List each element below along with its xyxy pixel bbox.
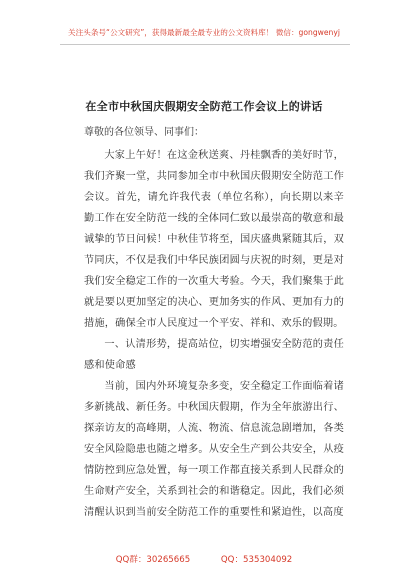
body-paragraph: 大家上午好！在这金秋送爽、丹桂飘香的美好时节，我们齐聚一堂，共同参加全市中秋国庆假期安全防范工作会议。首先，请允许我代表（单位名称），向长期以来辛勤工作在安全防范一线的全体同仁致以最崇高的敬意和最诚挚的节日问候！中秋佳节将至，国庆盛典紧随其后，双节同庆，不仅是我们中华民族团圆与庆祝的时刻，更是对我们安全稳定工作的一次重大考验。今天，我们聚集于此就是要以更加坚定的决心、更加务实的作风、更加有力的措施，确保全市人民度过一个平安、祥和、欢乐的假期。	[84, 150, 344, 329]
salutation: 尊敬的各位领导、同事们：	[84, 127, 204, 138]
section-heading: 一、认清形势，提高站位，切实增强安全防范的责任感和使命感	[84, 339, 344, 371]
document-title: 在全市中秋国庆假期安全防范工作会议上的讲话	[85, 100, 323, 113]
header-divider	[60, 44, 350, 45]
document-body	[84, 145, 344, 523]
footer-qq: QQ：535304092	[220, 555, 293, 565]
footer-qq-group: QQ群：30265665	[115, 555, 191, 565]
footer-contact	[0, 553, 408, 565]
body-paragraph: 当前，国内外环境复杂多变，安全稳定工作面临着诸多新挑战、新任务。中秋国庆假期，作为全年旅游出行、探亲访友的高峰期，人流、物流、信息流急剧增加，各类安全风险隐患也随之增多。从安全生产到公共安全，从疫情防控到应急处置，每一项工作都直接关系到人民群众的生命财产安全，关系到社会的和谐稳定。因此，我们必须清醒认识到当前安全防范工作的重要性和紧迫性，以高度	[84, 381, 344, 518]
header-banner: 关注头条号“公文研究”，获得最新最全最专业的公文资料库！ 微信：gongwenyj	[68, 28, 340, 37]
